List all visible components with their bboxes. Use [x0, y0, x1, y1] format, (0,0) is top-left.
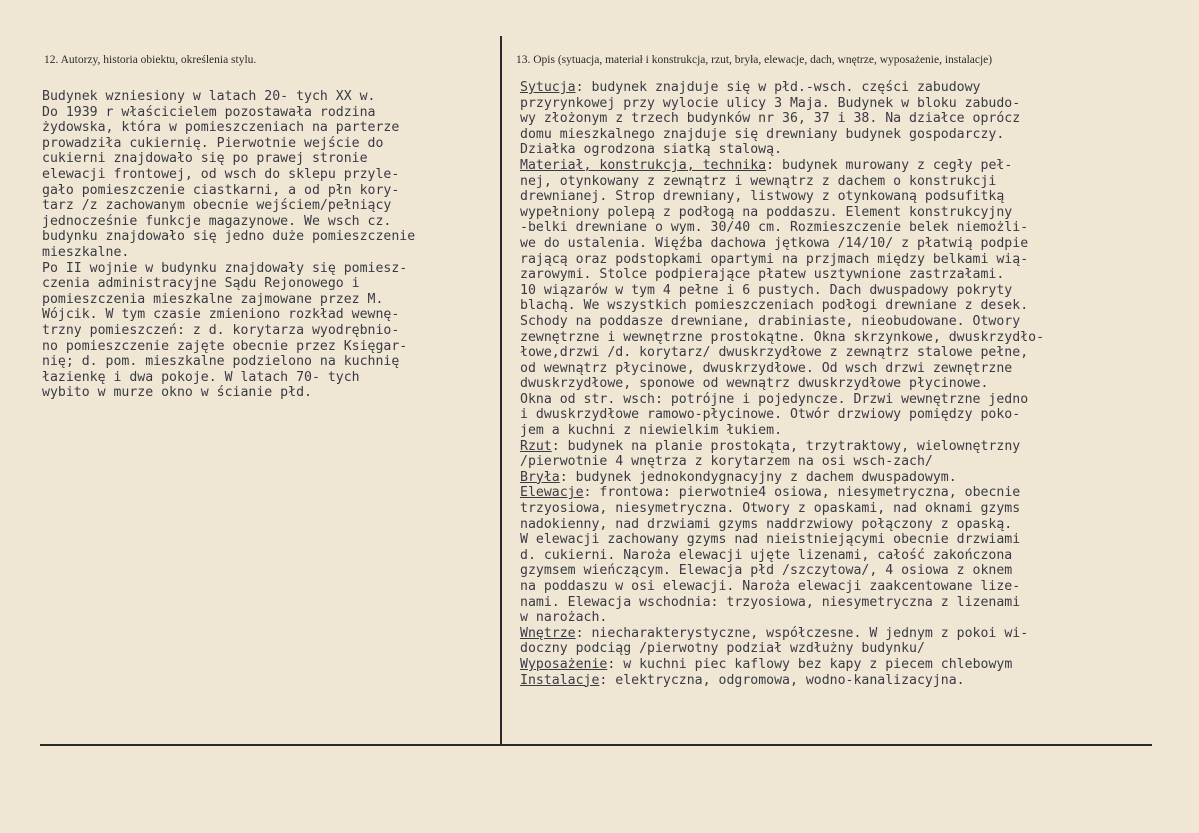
section-label: Rzut	[520, 438, 552, 454]
description-line-text: w narożach.	[520, 610, 608, 626]
section-12-header: 12. Autorzy, historia obiektu, określenia stylu.	[44, 54, 257, 66]
description-line-text: jem a kuchni z niewielkim łukiem.	[520, 423, 783, 439]
description-line	[520, 470, 1044, 486]
description-line-text: : budynek na planie prostokąta, trzytraktowy, wielownętrzny	[551, 438, 1021, 454]
description-line-text: /pierwotnie 4 wnętrza z korytarzem na osi wsch-zach/	[520, 454, 933, 470]
description-line-text: blachą. We wszystkich pomieszczeniach podłogi drewniane z desek.	[520, 298, 1029, 314]
description-line-text: we do ustalenia. Więźba dachowa jętkowa /14/10/ z płatwią podpie	[520, 235, 1029, 251]
description-line	[520, 127, 1044, 143]
description-line-text: Okna od str. wsch: potrójne i pojedyncze. Drzwi wewnętrzne jedno	[520, 391, 1029, 407]
section-label: Wyposażenie	[520, 656, 608, 672]
description-line-text: trzyosiowa, niesymetryczna. Otwory z opaskami, nad oknami gzyms	[520, 501, 1021, 517]
description-line-text: od wewnątrz płycinowe, dwuskrzydłowe. Od wsch drzwi zewnętrzne	[520, 360, 1013, 376]
description-line	[520, 641, 1044, 657]
description-line-text: nej, otynkowany z zewnątrz i wewnątrz z dachem o konstrukcji	[520, 173, 997, 189]
history-line: Wójcik. W tym czasie zmieniono rozkład wewnę-	[42, 307, 400, 323]
history-line: mieszkalne.	[42, 244, 130, 260]
description-line-text: : elektryczna, odgromowa, wodno-kanalizacyjna.	[599, 672, 965, 688]
history-text	[42, 89, 415, 401]
description-line-text: dwuskrzydłowe, sponowe od wewnątrz dwuskrzydłowe płycinowe.	[520, 376, 989, 392]
description-line-text: wy złożonym z trzech budynków nr 36, 37 i 38. Na działce oprócz	[520, 111, 1021, 127]
description-line	[520, 423, 1044, 439]
description-line	[520, 330, 1044, 346]
description-line	[520, 174, 1044, 190]
description-line-text: -belki drewniane o wym. 30/40 cm. Rozmieszczenie belek niemożli-	[520, 220, 1029, 236]
description-line	[520, 610, 1044, 626]
history-line: łazienkę i dwa pokoje. W latach 70- tych	[42, 369, 360, 385]
description-line-text: doczny podciąg /pierwotny podział wzdłużny budynku/	[520, 641, 925, 657]
description-line	[520, 80, 1044, 96]
history-line: trzny pomieszczeń: z d. korytarza wyodrębnio-	[42, 322, 400, 338]
description-line	[520, 376, 1044, 392]
description-line	[520, 205, 1044, 221]
description-line	[520, 673, 1044, 689]
description-line	[520, 298, 1044, 314]
history-line: gało pomieszczenie ciastkarni, a od płn kory-	[42, 182, 400, 198]
history-line: budynku znajdowało się jedno duże pomieszczenie	[42, 229, 416, 245]
description-line	[520, 563, 1044, 579]
description-line	[520, 142, 1044, 158]
description-line-text: drewnianej. Strop drewniany, listwowy z otynkowaną podsufitką	[520, 189, 1005, 205]
description-line	[520, 517, 1044, 533]
description-line	[520, 252, 1044, 268]
section-13-header: 13. Opis (sytuacja, materiał i konstrukcja, rzut, bryła, elewacje, dach, wnętrze, wyposażenie, instalacje)	[516, 54, 993, 66]
description-line-text: zarowymi. Stolce podpierające płatew usztywnione zastrzałami.	[520, 267, 1005, 283]
description-line-text: wypełniony polepą z podłogą na poddaszu. Element konstrukcyjny	[520, 204, 1013, 220]
history-line: Do 1939 r właścicielem pozostawała rodzina	[42, 104, 376, 120]
description-line	[520, 283, 1044, 299]
history-line: cukierni znajdowało się po prawej stronie	[42, 151, 368, 167]
description-line-text: : w kuchni piec kaflowy bez kapy z piecem chlebowym	[607, 656, 1013, 672]
description-line	[520, 189, 1044, 205]
description-line-text: : budynek murowany z cegły peł-	[766, 157, 1013, 173]
description-line	[520, 548, 1044, 564]
history-line: Budynek wzniesiony w latach 20- tych XX w.	[42, 89, 376, 104]
description-line	[520, 595, 1044, 611]
section-label: Instalacje	[520, 672, 600, 688]
history-line: Po II wojnie w budynku znajdowały się pomiesz-	[42, 260, 408, 276]
description-line	[520, 439, 1044, 455]
description-line	[520, 657, 1044, 673]
description-line-text: gzymsem wieńczącym. Elewacja płd /szczytowa/, 4 osiowa z oknem	[520, 563, 1013, 579]
description-line	[520, 532, 1044, 548]
history-line: elewacji frontowej, od wsch do sklepu przyle-	[42, 166, 400, 182]
description-line-text: : budynek jednokondygnacyjny z dachem dwuspadowym.	[559, 469, 957, 485]
history-line: wybito w murze okno w ścianie płd.	[42, 385, 312, 401]
description-line-text: nadokienny, nad drzwiami gzyms naddrzwiowy połączony z opaską.	[520, 516, 1013, 532]
history-line: jednocześnie funkcje magazynowe. We wsch cz.	[42, 213, 392, 229]
description-line-text: nami. Elewacja wschodnia: trzyosiowa, niesymetryczna z lizenami	[520, 594, 1021, 610]
description-line-text: : frontowa: pierwotnie4 osiowa, niesymetryczna, obecnie	[583, 485, 1021, 501]
description-line-text: 10 wiązarów w tym 4 pełne i 6 pustych. Dach dwuspadowy pokryty	[520, 282, 1013, 298]
description-line	[520, 392, 1044, 408]
description-line	[520, 220, 1044, 236]
history-line: żydowska, która w pomieszczeniach na parterze	[42, 120, 400, 136]
column-divider	[500, 36, 502, 746]
description-line-text: przyrynkowej przy wylocie ulicy 3 Maja. Budynek w bloku zabudo-	[520, 95, 1021, 111]
description-text	[520, 80, 1044, 688]
description-line-text: łowe,drzwi /d. korytarz/ dwuskrzydłowe z zewnątrz stalowe pełne,	[520, 345, 1029, 361]
history-line: tarz /z zachowanym obecnie wejściem/pełniący	[42, 198, 392, 214]
section-label: Sytucja	[520, 80, 576, 95]
description-line	[520, 96, 1044, 112]
description-line-text: i dwuskrzydłowe ramowo-płycinowe. Otwór drzwiowy pomiędzy poko-	[520, 407, 1021, 423]
description-line-text: domu mieszkalnego znajduje się drewniany budynek gospodarczy.	[520, 126, 1005, 142]
description-line-text: na poddaszu w osi elewacji. Naroża elewacji zaakcentowane lize-	[520, 579, 1021, 594]
section-label: Elewacje	[520, 485, 584, 501]
description-line	[520, 111, 1044, 127]
description-line	[520, 579, 1044, 595]
description-line	[520, 345, 1044, 361]
description-line	[520, 485, 1044, 501]
description-line	[520, 158, 1044, 174]
history-line: prowadziła cukiernię. Pierwotnie wejście do	[42, 135, 384, 151]
description-line-text: : budynek znajduje się w płd.-wsch. części zabudowy	[575, 80, 981, 95]
section-label: Materiał, konstrukcja, technika	[520, 157, 767, 173]
bottom-rule	[40, 744, 1152, 746]
description-line	[520, 361, 1044, 377]
description-line	[520, 267, 1044, 283]
history-line: no pomieszczenie zajęte obecnie przez Księgar-	[42, 338, 408, 354]
description-line-text: Działka ogrodzona siatką stalową.	[520, 142, 783, 158]
history-line: nię; d. pom. mieszkalne podzielono na kuchnię	[42, 354, 400, 370]
description-line	[520, 407, 1044, 423]
description-line	[520, 236, 1044, 252]
description-line	[520, 454, 1044, 470]
description-line-text: Schody na poddasze drewniane, drabiniaste, nieobudowane. Otwory	[520, 313, 1021, 329]
history-line: pomieszczenia mieszkalne zajmowane przez M.	[42, 291, 384, 307]
description-line-text: zewnętrzne i wewnętrzne prostokątne. Okna skrzynkowe, dwuskrzydło-	[520, 329, 1045, 345]
description-line	[520, 626, 1044, 642]
description-line-text: : niecharakterystyczne, współczesne. W jednym z pokoi wi-	[575, 625, 1029, 641]
description-line	[520, 501, 1044, 517]
description-line-text: d. cukierni. Naroża elewacji ujęte lizenami, całość zakończona	[520, 547, 1013, 563]
section-label: Wnętrze	[520, 625, 576, 641]
description-line-text: rającą oraz podstopkami opartymi na przjmach między belkami wią-	[520, 251, 1029, 267]
description-line-text: W elewacji zachowany gzyms nad nieistniejącymi obecnie drzwiami	[520, 532, 1021, 548]
description-line	[520, 314, 1044, 330]
section-label: Bryła	[520, 469, 560, 485]
history-line: czenia administracyjne Sądu Rejonowego i	[42, 276, 360, 292]
